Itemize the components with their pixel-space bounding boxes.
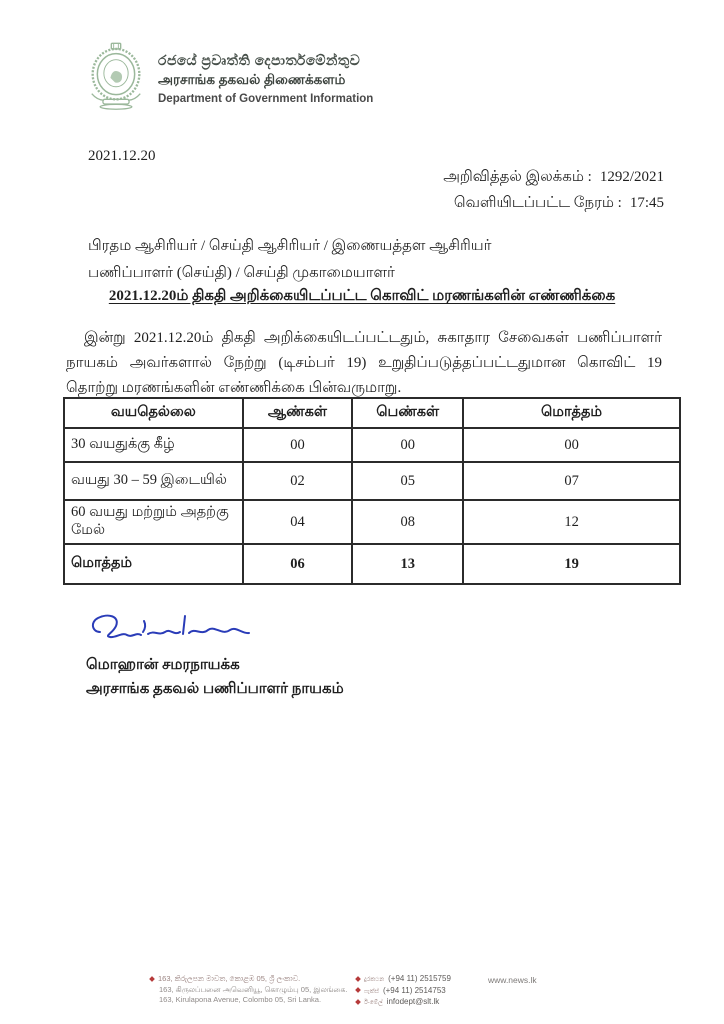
diamond-bullet-icon (355, 976, 361, 982)
diamond-bullet-icon (149, 976, 155, 982)
fax-label: ෆැක්ස් (364, 988, 379, 995)
header-age-range: வயதெல்லை (64, 398, 243, 428)
recipients (88, 233, 491, 287)
row-30to59-total: 07 (463, 462, 680, 500)
table-row (64, 500, 680, 544)
row-30to59-males: 02 (243, 462, 353, 500)
table-row (64, 428, 680, 462)
row-under30-total: 00 (463, 428, 680, 462)
recipients-line-2: பணிப்பாளர் (செய்தி) / செய்தி முகாமையாளர் (88, 265, 395, 281)
letterhead (88, 42, 373, 110)
row-under30-label: 30 வயதுக்கு கீழ் (64, 428, 243, 462)
department-name-sinhala: රජයේ ප්‍රවෘත්ති දෙපාර්තමේන්තුව (158, 52, 361, 68)
email-label: ඊ-මේල් (364, 1000, 383, 1006)
signatory-designation: அரசாங்க தகவல் பணிப்பாளர் நாயகம் (86, 681, 344, 697)
header-total: மொத்தம் (463, 398, 680, 428)
document-title: 2021.12.20ம் திகதி அறிக்கையிடப்பட்ட கொவிட் மரணங்களின் எண்ணிக்கை (108, 288, 616, 304)
notice-number-value: 1292/2021 (599, 169, 664, 185)
phone-number: (+94 11) 2515759 (388, 974, 451, 983)
header-males: ஆண்கள் (243, 398, 353, 428)
page-footer (0, 972, 724, 1018)
release-time-value: 17:45 (629, 195, 664, 211)
table-header-row (64, 398, 680, 428)
fax-number: (+94 11) 2514753 (382, 985, 446, 995)
address-line-tamil: 163, கிருலப்பனை அவெனியூ, கொழும்பு 05, இலங்கை. (159, 984, 348, 994)
department-name-english: Department of Government Information (158, 93, 374, 105)
recipients-line-1: பிரதம ஆசிரியர் / செய்தி ஆசிரியர் / இணையத்தள ஆசிரியர் (88, 238, 492, 254)
row-under30-females: 00 (352, 428, 463, 462)
row-under30-males: 00 (243, 428, 353, 462)
footer-address-block (150, 974, 347, 1006)
signature-block (86, 606, 344, 699)
row-30to59-label: வயது 30 – 59 இடையில் (64, 462, 243, 500)
row-60plus-total: 12 (463, 500, 680, 544)
row-60plus-females: 08 (352, 500, 463, 544)
header-females: பெண்கள் (352, 398, 463, 428)
table-total-row (64, 544, 680, 584)
row-60plus-label: 60 வயது மற்றும் அதற்கு மேல் (64, 500, 243, 544)
email-address: infodept@slt.lk (386, 997, 440, 1006)
fax-line (356, 986, 451, 998)
body-paragraph: இன்று 2021.12.20ம் திகதி அறிக்கையிடப்பட்டதும், சுகாதார சேவைகள் பணிப்பாளர் நாயகம் அவர்களால் நேற்று (டிசம்பர் 19) உறுதிப்படுத்தப்பட்டதுமான கொவிட் 19 தொற்று மரணங்களின் எண்ணிக்கை பின்வருமாறு. (66, 330, 662, 396)
total-row-label: மொத்தம் (64, 544, 243, 584)
signatory-name: மொஹான் சமரநாயக்க (86, 657, 240, 673)
row-30to59-females: 05 (352, 462, 463, 500)
address-line-sinhala: 163, කිරුලපන මාවත, කොළඹ 05, ශ්‍රී ලංකාව. (150, 974, 347, 985)
diamond-bullet-icon (355, 988, 361, 994)
notice-number-line (443, 164, 664, 190)
phone-line (356, 974, 451, 986)
total-row-females: 13 (352, 544, 463, 584)
notice-meta (443, 164, 664, 216)
release-time-label: வெளியிடப்பட்ட நேரம் : (453, 195, 622, 211)
total-row-males: 06 (243, 544, 353, 584)
email-line (356, 997, 451, 1009)
diamond-bullet-icon (355, 999, 361, 1005)
document-date: 2021.12.20 (88, 148, 156, 164)
footer-contact-block (356, 974, 451, 1009)
department-name-tamil: அரசாங்க தகவல் திணைக்களம் (158, 72, 346, 87)
address-line-english: 163, Kirulapona Avenue, Colombo 05, Sri Lanka. (159, 995, 322, 1004)
release-time-line (443, 190, 664, 216)
sri-lanka-emblem-icon (88, 42, 144, 110)
row-60plus-males: 04 (243, 500, 353, 544)
covid-deaths-table (63, 397, 681, 585)
table-row (64, 462, 680, 500)
phone-label: දුරකථන (364, 977, 385, 983)
notice-number-label: அறிவித்தல் இலக்கம் : (443, 169, 592, 185)
total-row-total: 19 (463, 544, 680, 584)
website-url: www.news.lk (488, 975, 537, 985)
department-titles (158, 42, 373, 105)
signature-icon (86, 606, 266, 652)
